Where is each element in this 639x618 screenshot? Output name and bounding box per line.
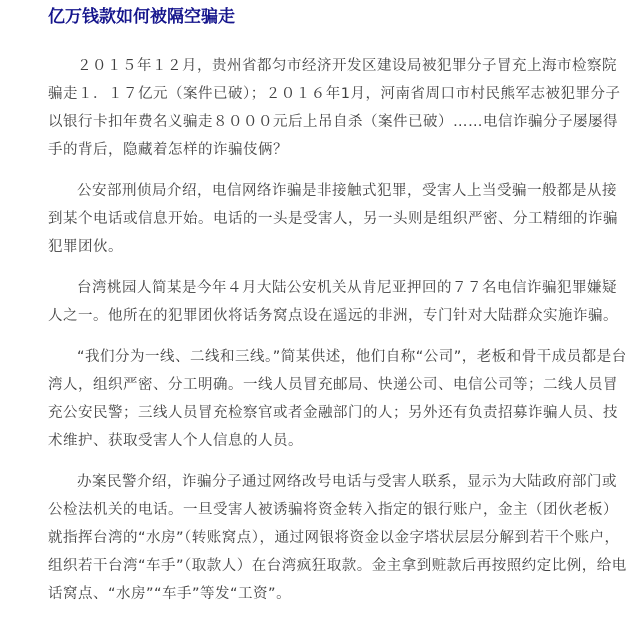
article-paragraph-2: 公安部刑侦局介绍，电信网络诈骗是非接触式犯罪，受害人上当受骗一般都是从接到某个电话或信息开始。电话的一头是受害人，另一头则是组织严密、分工精细的诈骗犯罪团伙。 xyxy=(48,183,618,255)
article-paragraph-5: 办案民警介绍，诈骗分子通过网络改号电话与受害人联系，显示为大陆政府部门或公检法机关的电话。一旦受害人被诱骗将资金转入指定的银行账户，金主（团伙老板）就指挥台湾的“水房”（转账窝点），通过网银将资金以金字塔状层层分解到若干个账户，组织若干台湾“车手”（取款人）在台湾疯狂取款。金主拿到赃款后再按照约定比例，给电话窝点、“水房”“车手”等发“工资”。 xyxy=(48,474,627,602)
article-paragraph-3: 台湾桃园人简某是今年４月大陆公安机关从肯尼亚押回的７７名电信诈骗犯罪嫌疑人之一。他所在的犯罪团伙将话务窝点设在遥远的非洲，专门针对大陆群众实施诈骗。 xyxy=(48,280,618,324)
article-paragraph-1: ２０１５年１２月，贵州省都匀市经济开发区建设局被犯罪分子冒充上海市检察院骗走１．１７亿元（案件已破）；２０１６年1月，河南省周口市村民熊军志被犯罪分子以银行卡扣年费名义骗走８０００元后上吊自杀（案件已破）……电信诈骗分子屡屡得手的背后，隐藏着怎样的诈骗伎俩？ xyxy=(48,58,621,158)
article-title: 亿万钱款如何被隔空骗走 xyxy=(48,7,235,27)
article-paragraph-4: “我们分为一线、二线和三线。”简某供述，他们自称“公司”，老板和骨干成员都是台湾人，组织严密、分工明确。一线人员冒充邮局、快递公司、电信公司等；二线人员冒充公安民警；三线人员冒充检察官或者金融部门的人；另外还有负责招募诈骗人员、技术维护、获取受害人个人信息的人员。 xyxy=(48,349,627,449)
article-body xyxy=(48,52,627,608)
